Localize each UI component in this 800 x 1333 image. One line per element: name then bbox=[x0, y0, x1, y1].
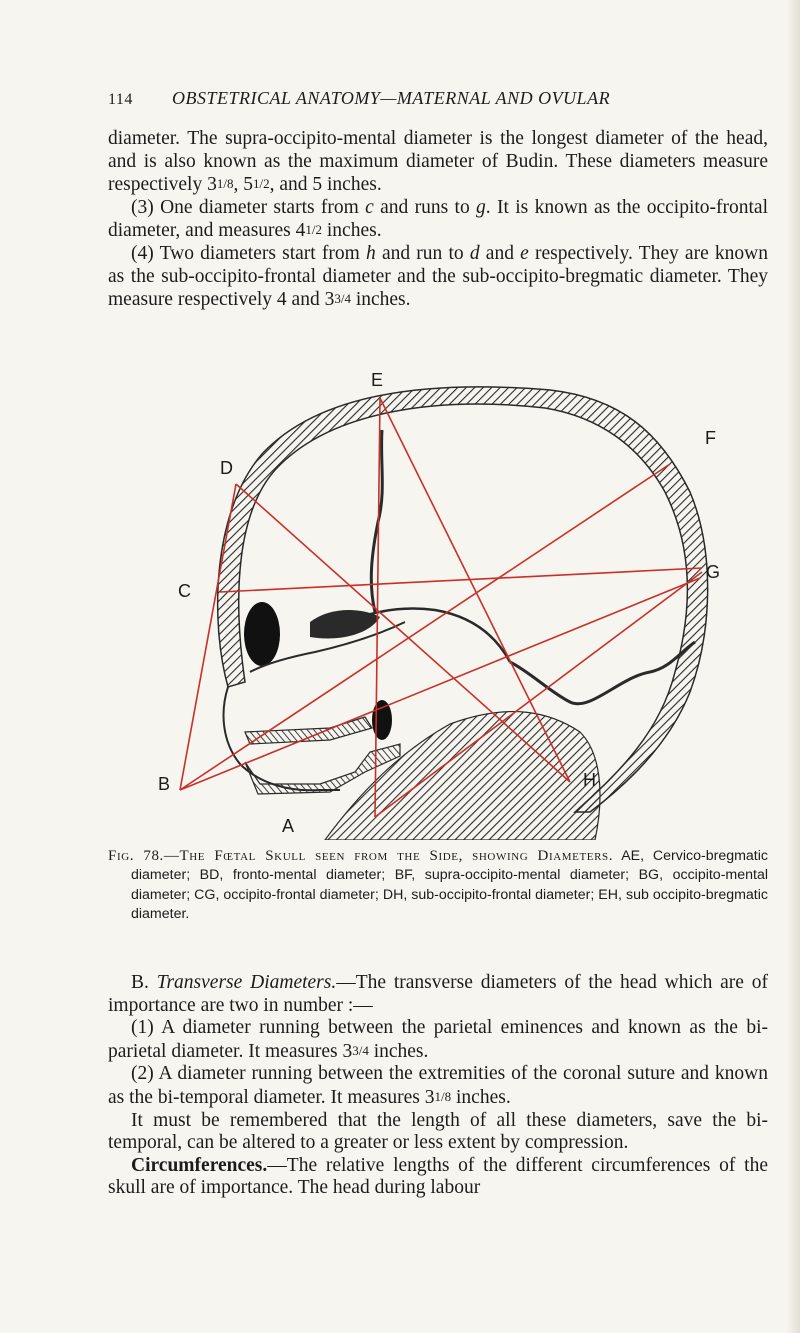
maxilla-bone bbox=[245, 717, 372, 744]
figure-fetal-skull bbox=[150, 372, 730, 840]
paragraph-occipito-frontal: (3) One diameter starts from c and runs to g. It is known as the occipito-frontal diameter, and measures 41/2 inches. bbox=[108, 196, 768, 242]
bottom-text-block bbox=[108, 972, 768, 1200]
label-F: F bbox=[705, 428, 716, 448]
skull-base bbox=[325, 712, 600, 840]
running-title: OBSTETRICAL ANATOMY—MATERNAL AND OVULAR bbox=[172, 88, 611, 108]
label-D: D bbox=[220, 458, 233, 478]
caption-body: AE, Cervico-bregmatic diameter; BD, fronto-mental diameter; BF, supra-occipito-mental diameter; BG, occipito-mental diameter; CG, occipito-frontal diameter; DH, sub-occipito-frontal diameter; EH, sub occipito-bregmatic diameter. bbox=[131, 848, 768, 923]
paragraph-compression: It must be remembered that the length of all these diameters, save the bi-temporal, can be altered to a greater or less extent by compression. bbox=[108, 1109, 768, 1154]
page-number: 114 bbox=[108, 91, 133, 108]
paragraph-transverse: B. Transverse Diameters.—The transverse diameters of the head which are of importance are two in number :— bbox=[108, 972, 769, 1016]
label-C: C bbox=[178, 581, 191, 601]
paragraph-bi-parietal: (1) A diameter running between the parietal eminences and known as the bi-parietal diameter. It measures 33/4 inches. bbox=[108, 1017, 768, 1062]
page-edge-shadow bbox=[786, 0, 800, 1333]
paragraph-bi-temporal: (2) A diameter running between the extremities of the coronal suture and known as the bi-temporal diameter. It measures 31/8 inches. bbox=[108, 1063, 768, 1108]
label-B: B bbox=[158, 774, 171, 794]
caption-title: Fig. 78.—The Fœtal Skull seen from the Side, showing Diameters. bbox=[108, 848, 614, 864]
label-H: H bbox=[583, 770, 596, 790]
running-header bbox=[108, 88, 748, 109]
skull-diagram bbox=[150, 372, 730, 840]
line-CG bbox=[220, 568, 702, 592]
label-E: E bbox=[371, 372, 384, 390]
orbit bbox=[244, 602, 280, 666]
figure-caption bbox=[108, 847, 768, 925]
fontanelle bbox=[310, 610, 380, 638]
label-G: G bbox=[706, 562, 721, 582]
label-A: A bbox=[282, 816, 295, 836]
paragraph-diameters-intro: diameter. The supra-occipito-mental diameter is the longest diameter of the head, and is also known as the maximum diameter of Budin. These diameters measure respectively 31/8, 51/2, and 5 inches. bbox=[108, 128, 768, 196]
paragraph-circumferences: Circumferences.—The relative lengths of the different circumferences of the skull are of importance. The head during labour bbox=[108, 1154, 768, 1199]
ear-opening bbox=[372, 700, 392, 740]
top-text-block bbox=[108, 128, 768, 312]
paragraph-sub-occipito: (4) Two diameters start from h and run to d and e respectively. They are known as the sub-occipito-frontal diameter and the sub-occipito-bregmatic diameter. They measure respectively 4 and 33/4 inches. bbox=[108, 242, 768, 311]
